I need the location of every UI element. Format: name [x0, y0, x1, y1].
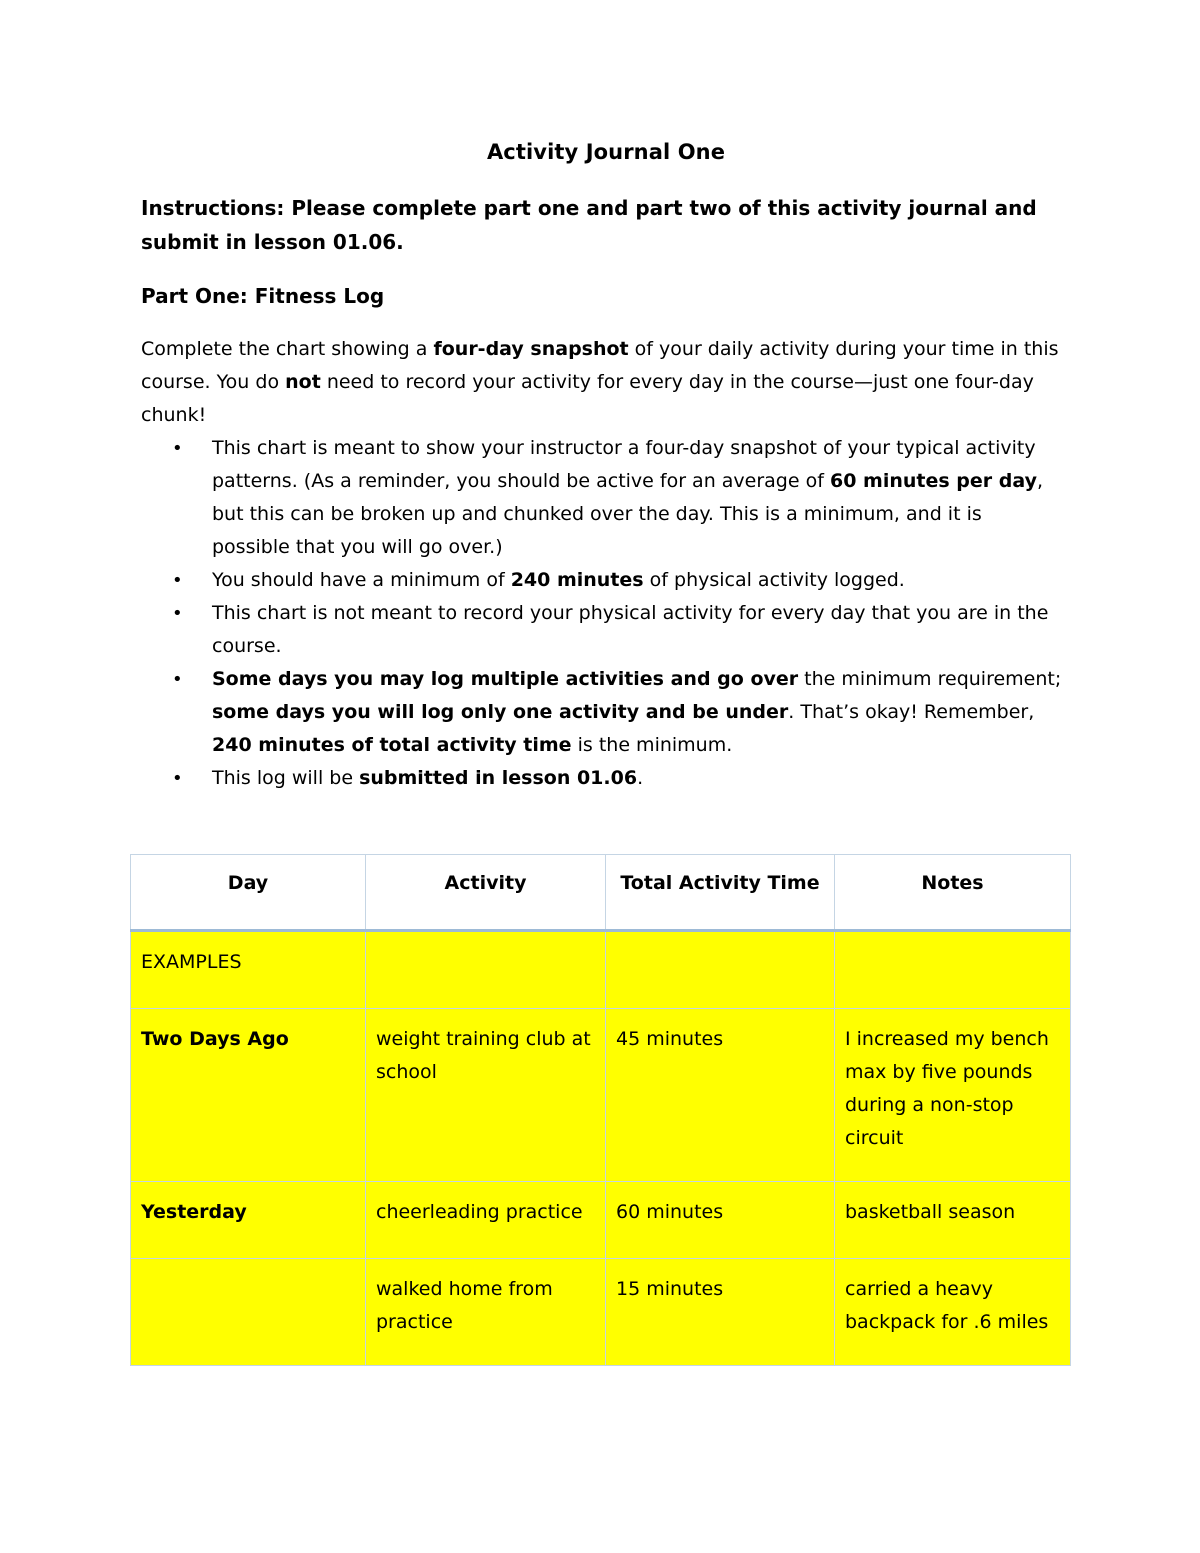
table-row — [131, 1182, 1071, 1259]
column-header-total-activity-time: Total Activity Time — [606, 855, 835, 931]
table-row — [131, 1009, 1071, 1182]
table-cell-time: 60 minutes — [606, 1182, 835, 1259]
table-row — [131, 1259, 1071, 1366]
table-cell-time: 45 minutes — [606, 1009, 835, 1182]
column-header-notes: Notes — [835, 855, 1071, 931]
table-cell-notes: carried a heavy backpack for .6 miles — [835, 1259, 1071, 1366]
list-item: • This chart is meant to show your instructor a four-day snapshot of your typical activity patterns. (As a reminder, you should be active for an average of 60 minutes per day, but this can be broken up and chunked over the day. This is a minimum, and it is possible that you will go over.) — [141, 432, 1062, 564]
intro-paragraph: Complete the chart showing a four-day snapshot of your daily activity during your time in this course. You do not need to record your activity for every day in the course—just one four-day chunk! — [141, 338, 1059, 426]
column-header-day: Day — [131, 855, 366, 931]
bullet-icon: • — [172, 768, 183, 789]
table-cell-notes: I increased my bench max by five pounds during a non-stop circuit — [835, 1009, 1071, 1182]
part-one-heading: Part One: Fitness Log — [141, 284, 385, 308]
bullet-icon: • — [172, 438, 183, 459]
instructions-text: Instructions: Please complete part one and part two of this activity journal and submit in lesson 01.06. — [141, 196, 1037, 254]
table-cell-time: 15 minutes — [606, 1259, 835, 1366]
table-cell-activity: walked home from practice — [366, 1259, 606, 1366]
column-header-activity: Activity — [366, 855, 606, 931]
document-page — [141, 140, 1071, 795]
list-item: • You should have a minimum of 240 minutes of physical activity logged. — [141, 564, 1062, 597]
table-cell-activity — [366, 931, 606, 1009]
bullet-icon: • — [172, 669, 183, 690]
list-item: • This chart is not meant to record your physical activity for every day that you are in the course. — [141, 597, 1062, 663]
table-cell-activity: cheerleading practice — [366, 1182, 606, 1259]
table-cell-day — [131, 1259, 366, 1366]
table-cell-day: Two Days Ago — [131, 1009, 366, 1182]
bullet-icon: • — [172, 570, 183, 591]
instruction-bullet-list — [141, 432, 1071, 795]
document-title: Activity Journal One — [486, 140, 726, 164]
table-cell-time — [606, 931, 835, 1009]
table-cell-notes: basketball season — [835, 1182, 1071, 1259]
bullet-icon: • — [172, 603, 183, 624]
table-header-row — [131, 855, 1071, 931]
fitness-log-table — [130, 854, 1071, 1366]
table-cell-activity: weight training club at school — [366, 1009, 606, 1182]
table-cell-day: Yesterday — [131, 1182, 366, 1259]
table-row — [131, 931, 1071, 1009]
table-cell-day: EXAMPLES — [131, 931, 366, 1009]
list-item: • This log will be submitted in lesson 01.06. — [141, 762, 1062, 795]
table-cell-notes — [835, 931, 1071, 1009]
list-item: • Some days you may log multiple activities and go over the minimum requirement; some days you will log only one activity and be under. That’s okay! Remember, 240 minutes of total activity time is the minimum. — [141, 663, 1062, 762]
